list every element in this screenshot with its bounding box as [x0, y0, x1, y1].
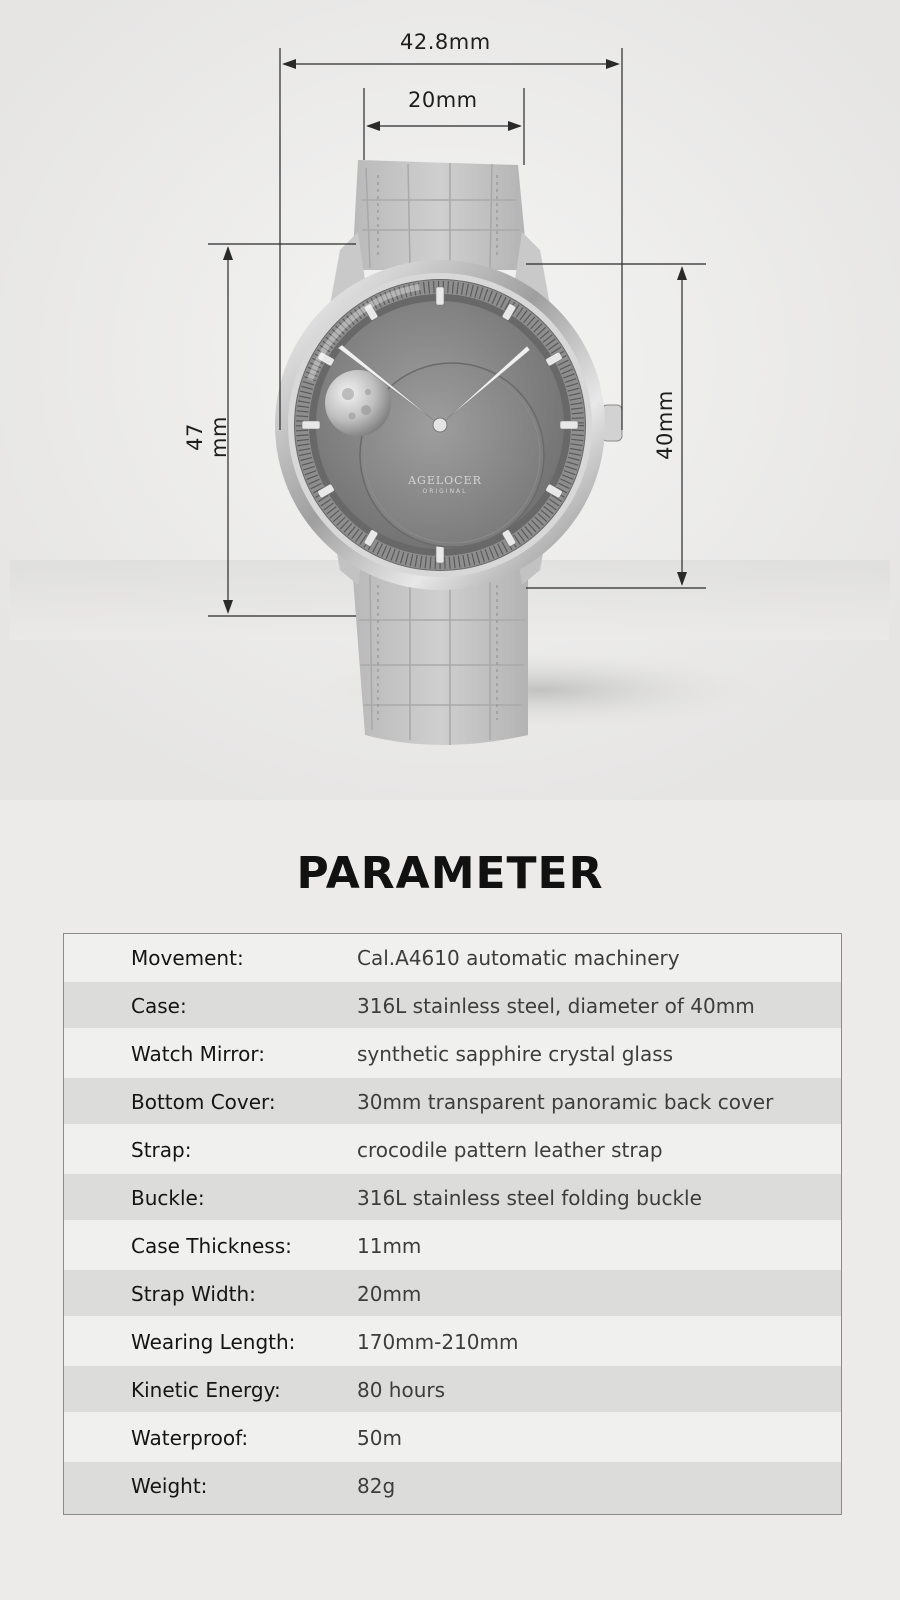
total-length-label: 47 mm [183, 416, 231, 458]
param-value: 50m [357, 1426, 402, 1450]
param-label: Kinetic Energy: [131, 1378, 281, 1402]
param-label: Waterproof: [131, 1426, 249, 1450]
table-row [64, 1414, 841, 1460]
param-value: 82g [357, 1474, 396, 1498]
table-row [64, 934, 841, 980]
table-row [64, 1318, 841, 1364]
param-value: 30mm transparent panoramic back cover [357, 1090, 774, 1114]
param-value: 316L stainless steel, diameter of 40mm [357, 994, 755, 1018]
total-width-label: 42.8mm [400, 30, 491, 54]
section-title: PARAMETER [296, 848, 604, 899]
table-row [64, 1126, 841, 1172]
brand-logo [405, 474, 485, 495]
param-value: 80 hours [357, 1378, 446, 1402]
brand-sub: ORIGINAL [422, 488, 468, 495]
param-label: Bottom Cover: [131, 1090, 276, 1114]
param-label: Buckle: [131, 1186, 205, 1210]
param-label: Wearing Length: [131, 1330, 296, 1354]
case-diameter-label: 40mm [653, 390, 677, 460]
table-row [64, 1030, 841, 1076]
param-label: Case Thickness: [131, 1234, 292, 1258]
param-value: crocodile pattern leather strap [357, 1138, 663, 1162]
param-value: 20mm [357, 1282, 422, 1306]
table-row [64, 1366, 841, 1412]
table-row [64, 982, 841, 1028]
param-label: Case: [131, 994, 187, 1018]
param-label: Movement: [131, 946, 244, 970]
brand-name: AGELOCER [408, 474, 482, 487]
param-value: synthetic sapphire crystal glass [357, 1042, 674, 1066]
param-label: Strap: [131, 1138, 192, 1162]
param-value: 170mm-210mm [357, 1330, 519, 1354]
param-label: Strap Width: [131, 1282, 256, 1306]
param-value: 316L stainless steel folding buckle [357, 1186, 702, 1210]
strap-width-label: 20mm [408, 88, 478, 112]
table-row [64, 1222, 841, 1268]
parameter-table [63, 933, 842, 1515]
table-row [64, 1174, 841, 1220]
param-value: 11mm [357, 1234, 422, 1258]
param-label: Weight: [131, 1474, 208, 1498]
table-row [64, 1078, 841, 1124]
table-row [64, 1270, 841, 1316]
table-row [64, 1462, 841, 1514]
param-value: Cal.A4610 automatic machinery [357, 946, 680, 970]
param-label: Watch Mirror: [131, 1042, 265, 1066]
